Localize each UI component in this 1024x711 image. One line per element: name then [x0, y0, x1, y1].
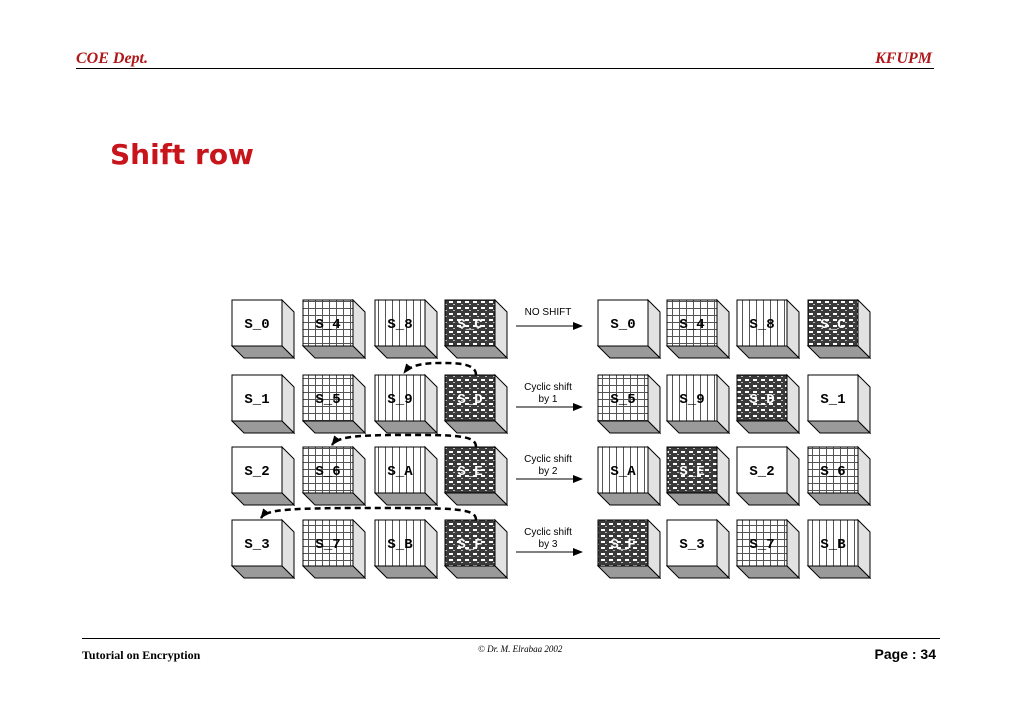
cell-label: S_C [820, 317, 846, 333]
cell-label: S_1 [244, 392, 270, 408]
output-cell-s-3 [667, 520, 729, 578]
cell-label: S_E [457, 464, 483, 480]
output-cell-s-a [598, 447, 660, 505]
output-cell-s-d [737, 375, 799, 433]
output-cell-s-9 [667, 375, 729, 433]
cell-label: S_7 [749, 537, 775, 553]
output-cell-s-4 [667, 300, 729, 358]
cell-label: S_3 [679, 537, 705, 553]
output-cell-s-c [808, 300, 870, 358]
input-cell-s-a [375, 447, 437, 505]
input-cell-s-9 [375, 375, 437, 433]
input-cell-s-7 [303, 520, 365, 578]
cell-label: S_0 [610, 317, 636, 333]
footer-page-number: Page : 34 [874, 646, 936, 662]
output-cell-s-1 [808, 375, 870, 433]
output-cell-s-b [808, 520, 870, 578]
cell-label: S_9 [387, 392, 413, 408]
output-cell-s-0 [598, 300, 660, 358]
cell-label: S_9 [679, 392, 705, 408]
output-cell-s-e [667, 447, 729, 505]
input-cell-s-3 [232, 520, 294, 578]
input-cell-s-f [445, 520, 507, 578]
output-cell-s-7 [737, 520, 799, 578]
input-cell-s-8 [375, 300, 437, 358]
shift-label-row-3: by 3 [538, 539, 558, 550]
cell-label: S_B [387, 537, 413, 553]
cell-label: S_D [749, 392, 775, 408]
header-university: KFUPM [875, 50, 932, 67]
output-cell-s-8 [737, 300, 799, 358]
output-cell-s-6 [808, 447, 870, 505]
cell-label: S_4 [679, 317, 705, 333]
footer-rule [82, 638, 940, 639]
cell-label: S_F [610, 537, 636, 553]
cell-label: S_E [679, 464, 705, 480]
input-cell-s-b [375, 520, 437, 578]
input-cell-s-6 [303, 447, 365, 505]
shift-label-row-2: Cyclic shift [524, 454, 572, 465]
shift-label-row-0: NO SHIFT [524, 307, 572, 318]
shift-label-row-2: by 2 [538, 466, 558, 477]
input-cell-s-c [445, 300, 507, 358]
header-dept: COE Dept. [76, 50, 148, 67]
shift-label-row-1: by 1 [538, 394, 558, 405]
cyclic-shift-arrow-row-3 [261, 508, 476, 520]
output-cell-s-f [598, 520, 660, 578]
cell-label: S_3 [244, 537, 270, 553]
input-cell-s-e [445, 447, 507, 505]
shift-label-row-3: Cyclic shift [524, 527, 572, 538]
cell-label: S_D [457, 392, 483, 408]
cell-label: S_0 [244, 317, 270, 333]
cell-label: S_B [820, 537, 846, 553]
cell-label: S_7 [315, 537, 341, 553]
footer-tutorial-name: Tutorial on Encryption [82, 648, 201, 662]
cell-label: S_C [457, 317, 483, 333]
cyclic-shift-arrow-row-2 [332, 435, 476, 447]
cell-label: S_2 [749, 464, 775, 480]
input-cell-s-2 [232, 447, 294, 505]
input-cell-s-0 [232, 300, 294, 358]
shift-label-row-1: Cyclic shift [524, 382, 572, 393]
cyclic-shift-arrow-row-1 [404, 363, 476, 375]
cell-label: S_5 [610, 392, 636, 408]
cell-label: S_5 [315, 392, 341, 408]
input-cell-s-d [445, 375, 507, 433]
cell-label: S_8 [387, 317, 413, 333]
output-cell-s-5 [598, 375, 660, 433]
cell-label: S_A [387, 464, 413, 480]
cell-label: S_F [457, 537, 483, 553]
slide-title: Shift row [110, 138, 254, 171]
cell-label: S_A [610, 464, 636, 480]
input-cell-s-4 [303, 300, 365, 358]
output-cell-s-2 [737, 447, 799, 505]
cell-label: S_6 [820, 464, 846, 480]
footer-copyright: © Dr. M. Elrabaa 2002 [478, 644, 563, 654]
cell-label: S_8 [749, 317, 775, 333]
input-cell-s-5 [303, 375, 365, 433]
cell-label: S_1 [820, 392, 846, 408]
input-cell-s-1 [232, 375, 294, 433]
cell-label: S_4 [315, 317, 341, 333]
cell-label: S_6 [315, 464, 341, 480]
cell-label: S_2 [244, 464, 270, 480]
